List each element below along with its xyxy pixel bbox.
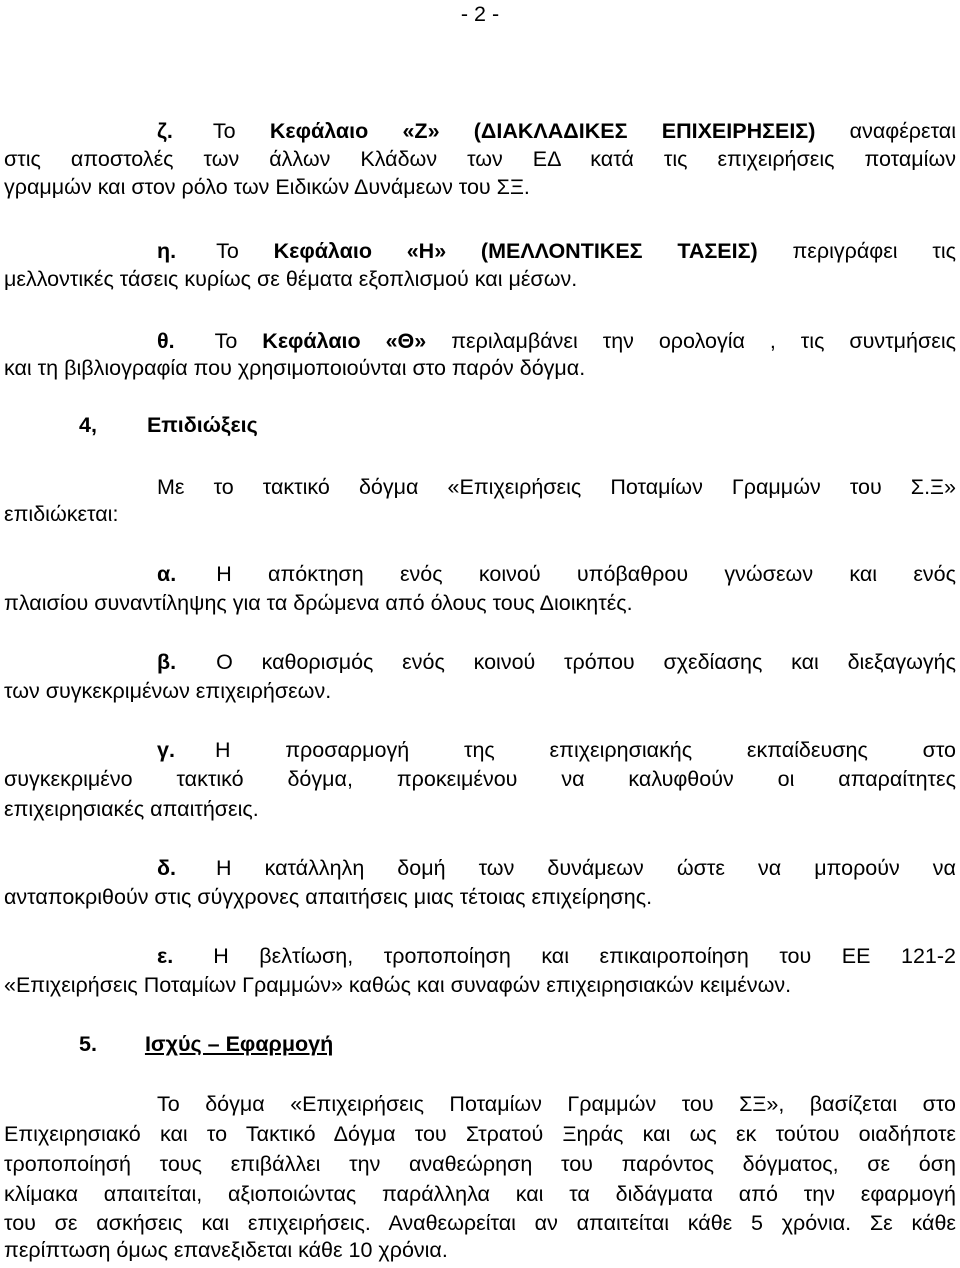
- item-z-line2: στις αποστολές των άλλων Κλάδων των ΕΔ κατά τις επιχειρήσεις ποταμίων: [4, 147, 956, 171]
- item-th-line2: και τη βιβλιογραφία που χρησιμοποιούνται στο παρόν δόγμα.: [4, 356, 586, 380]
- item-th-bold: Κεφάλαιο «Θ»: [262, 329, 427, 353]
- item-z-bold: Κεφάλαιο «Ζ» (ΔΙΑΚΛΑΔΙΚΕΣ ΕΠΙΧΕΙΡΗΣΕΙΣ): [269, 119, 816, 143]
- section4-intro-line1: Με το τακτικό δόγμα «Επιχειρήσεις Ποταμίων Γραμμών του Σ.Ξ»: [157, 475, 956, 499]
- item-e-line2: «Επιχειρήσεις Ποταμίων Γραμμών» καθώς και συναφών επιχειρησιακών κειμένων.: [4, 973, 792, 997]
- item-th-prefix: Το: [214, 329, 238, 353]
- item-z-line1: [157, 116, 956, 146]
- section4-intro-line2: επιδιώκεται:: [4, 502, 119, 526]
- section5-line3: τροποποίησή τους επιβάλλει την αναθεώρηση του παρόντος δόγματος, σε όση: [4, 1152, 956, 1176]
- item-d-letter: δ.: [157, 856, 177, 880]
- section4-heading: [79, 410, 956, 440]
- section5-number: 5.: [79, 1032, 97, 1056]
- item-h-bold: Κεφάλαιο «Η» (ΜΕΛΛΟΝΤΙΚΕΣ ΤΑΣΕΙΣ): [273, 239, 758, 263]
- item-g-text: Η προσαρμογή της επιχειρησιακής εκπαίδευσης στο: [214, 738, 956, 762]
- item-h-line2: μελλοντικές τάσεις κυρίως σε θέματα εξοπλισμού και μέσων.: [4, 267, 578, 291]
- item-h-prefix: Το: [216, 239, 239, 263]
- section5-line6: περίπτωση όμως επανεξιδεται κάθε 10 χρόνια.: [4, 1238, 448, 1262]
- section5-line1: Το δόγμα «Επιχειρήσεις Ποταμίων Γραμμών του ΣΞ», βασίζεται στο: [157, 1092, 956, 1116]
- item-b-line2: των συγκεκριμένων επιχειρήσεων.: [4, 679, 332, 703]
- item-e-line1: [157, 941, 956, 971]
- item-h-rest: περιγράφει τις: [792, 239, 956, 263]
- item-z-letter: ζ.: [157, 119, 173, 143]
- section5-title: Ισχύς – Εφαρμογή: [144, 1032, 334, 1056]
- item-b-line1: [157, 647, 956, 677]
- item-th-letter: θ.: [157, 329, 175, 353]
- item-g-letter: γ.: [157, 738, 175, 762]
- section5-heading: [79, 1029, 956, 1059]
- item-e-letter: ε.: [157, 944, 174, 968]
- item-z-line3: γραμμών και στον ρόλο των Ειδικών Δυνάμεων του ΣΞ.: [4, 175, 530, 199]
- item-z-prefix: Το: [212, 119, 236, 143]
- item-a-text: Η απόκτηση ενός κοινού υπόβαθρου γνώσεων και ενός: [216, 562, 956, 586]
- item-th-rest: περιλαμβάνει την ορολογία , τις συντμήσεις: [451, 329, 956, 353]
- item-a-letter: α.: [157, 562, 177, 586]
- item-h-letter: η.: [157, 239, 177, 263]
- item-th-line1: [157, 326, 956, 356]
- item-d-line2: ανταποκριθούν στις σύγχρονες απαιτήσεις μιας τέτοιας επιχείρησης.: [4, 885, 653, 909]
- item-d-line1: [157, 853, 956, 883]
- item-g-line1: [157, 735, 956, 765]
- section5-line5: του σε ασκήσεις και επιχειρήσεις. Αναθεωρείται αν απαιτείται κάθε 5 χρόνια. Σε κάθε: [4, 1211, 956, 1235]
- item-h-line1: [157, 236, 956, 266]
- item-a-line2: πλαισίου συναντίληψης για τα δρώμενα από όλους τους Διοικητές.: [4, 591, 633, 615]
- item-d-text: Η κατάλληλη δομή των δυνάμεων ώστε να μπορούν να: [216, 856, 956, 880]
- item-g-line2: συγκεκριμένο τακτικό δόγμα, προκειμένου να καλυφθούν οι απαραίτητες: [4, 767, 956, 791]
- page-number: - 2 -: [460, 2, 500, 26]
- item-b-text: Ο καθορισμός ενός κοινού τρόπου σχεδίασης και διεξαγωγής: [216, 650, 956, 674]
- section4-title: Επιδιώξεις: [146, 413, 258, 437]
- item-b-letter: β.: [157, 650, 177, 674]
- item-g-line3: επιχειρησιακές απαιτήσεις.: [4, 797, 259, 821]
- item-a-line1: [157, 559, 956, 589]
- item-z-rest: αναφέρεται: [849, 119, 956, 143]
- item-e-text: Η βελτίωση, τροποποίηση και επικαιροποίηση του ΕΕ 121-2: [213, 944, 956, 968]
- section5-line4: κλίμακα απαιτείται, αξιοποιώντας παράλληλα και τα διδάγματα από την εφαρμογή: [4, 1182, 956, 1206]
- section4-number: 4,: [79, 413, 97, 437]
- section5-line2: Επιχειρησιακό και το Τακτικό Δόγμα του Στρατού Ξηράς και ως εκ τούτου οιαδήποτε: [4, 1122, 956, 1146]
